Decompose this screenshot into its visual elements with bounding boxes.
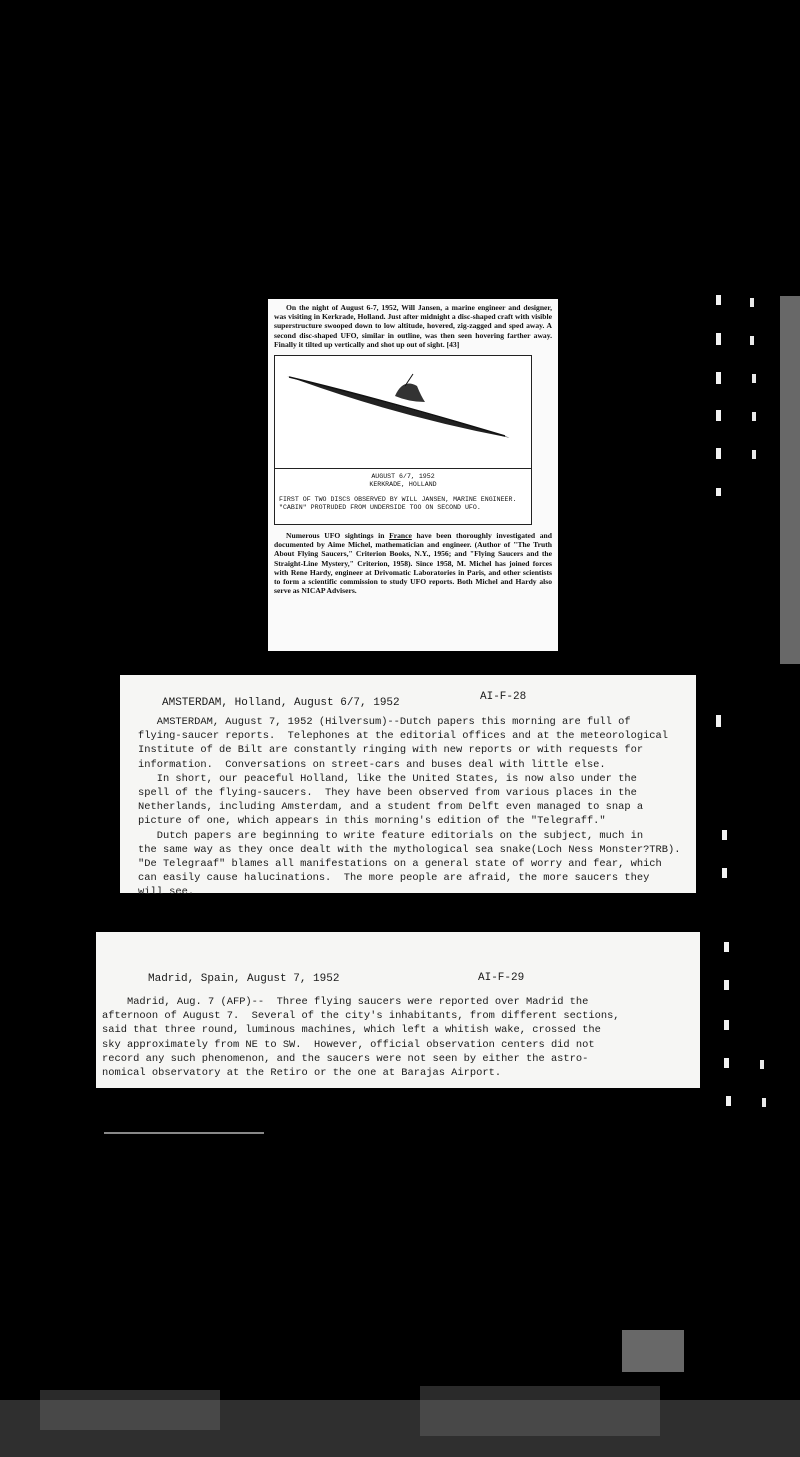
film-noise-band [0, 1380, 800, 1457]
second-lead: Numerous UFO sightings in [286, 531, 390, 541]
sprocket-mark [716, 410, 721, 421]
corner-patch [622, 1330, 684, 1372]
clipping-second-paragraph [274, 531, 552, 595]
france-underlined: France [389, 531, 412, 541]
sprocket-mark [724, 942, 729, 952]
film-edge-line [104, 1132, 264, 1134]
right-edge-strip [780, 296, 800, 664]
sprocket-mark [716, 372, 721, 384]
sprocket-mark [724, 1058, 729, 1068]
report2-header: Madrid, Spain, August 7, 1952 [148, 973, 340, 985]
report2-body: Madrid, Aug. 7 (AFP)-- Three flying saucers were reported over Madrid the afternoon of August 7. Several of the city's inhabitants, from different sections, said that three round, luminous machines, which left a whitish wake, crossed the sky approximately from NE to SW. However, official observation centers did not record any such phenomenon, and the saucers were not seen by either the astro- nomical observatory at the Retiro or the one at Barajas Airport. [102, 996, 620, 1080]
sprocket-mark [716, 295, 721, 305]
side-mark [752, 450, 756, 459]
side-mark [752, 412, 756, 421]
sprocket-mark [716, 488, 721, 496]
ufo-sketch-figure [274, 355, 532, 525]
second-rest: have been thoroughly investigated and documented by Aime Michel, mathematician and engineer. (Author of "The Truth About Flying Saucers," Criterion Books, N.Y., 1956; and "Flying Saucers and the Straight-Line Mystery," Criterion, 1958). Since 1958, M. Michel has joined forces with Rene Hardy, engineer at Drivomatic Laboratories in Paris, and other scientists to form a scientific commission to study UFO reports. Both Michel and Hardy also serve as NICAP Advisers. [274, 531, 552, 596]
figure-caption-box [275, 468, 531, 511]
sprocket-mark [722, 830, 727, 840]
report1-header: AMSTERDAM, Holland, August 6/7, 1952 [162, 697, 400, 709]
figure-caption: FIRST OF TWO DISCS OBSERVED BY WILL JANSEN, MARINE ENGINEER. "CABIN" PROTRUDED FROM UNDERSIDE TOO ON SECOND UFO. [279, 496, 517, 511]
sprocket-mark [722, 868, 727, 878]
sprocket-mark [716, 333, 721, 345]
report2-ref: AI-F-29 [478, 972, 525, 984]
sprocket-mark [724, 1020, 729, 1030]
side-mark [750, 336, 754, 345]
report1-body: AMSTERDAM, August 7, 1952 (Hilversum)--Dutch papers this morning are full of flying-saucer reports. Telephones at the editorial offices and at the meteorological Institute of de Bilt are constantly ringing with new reports or with requests for information. Conversations on street-cars and buses deal with little else. In short, our peaceful Holland, like the United States, is now also under the spell of the flying-saucers. They have been observed from various places in the Netherlands, including Amsterdam, and a student from Delft even managed to snap a picture of one, which appears in this morning's edition of the "Telegraff." Dutch papers are beginning to write feature editorials on the subject, much in the same way as they once dealt with the mythological sea snake(Loch Ness Monster?TRB). "De Telegraaf" blames all manifestations on a general state of worry and fear, which can easily cause halucinations. The more people are afraid, the more saucers they will see. [138, 716, 681, 899]
report1-ref: AI-F-28 [480, 691, 527, 703]
report-madrid [96, 932, 700, 1088]
side-mark [750, 298, 754, 307]
sprocket-mark [726, 1096, 731, 1106]
sprocket-mark [716, 715, 721, 727]
figure-place: KERKRADE, HOLLAND [369, 480, 437, 488]
newspaper-clipping [268, 299, 558, 651]
report-amsterdam [120, 675, 696, 899]
side-mark [762, 1098, 766, 1107]
disc-drawing [275, 356, 531, 468]
side-mark [752, 374, 756, 383]
side-mark [760, 1060, 764, 1069]
figure-date: AUGUST 6/7, 1952 [371, 473, 435, 481]
cabin-dome [395, 384, 425, 402]
sprocket-mark [716, 448, 721, 459]
sprocket-mark [724, 980, 729, 990]
clipping-intro-text: On the night of August 6-7, 1952, Will Jansen, a marine engineer and designer, was visiting in Kerkrade, Holland. Just after midnight a disc-shaped craft with visible superstructure swooped down to low altitude, hovered, zig-zagged and sped away. A second disc-shaped UFO, similar in outline, was then seen hovering farther away. Finally it tilted up vertically and shot up out of sight. [43] [274, 303, 552, 349]
